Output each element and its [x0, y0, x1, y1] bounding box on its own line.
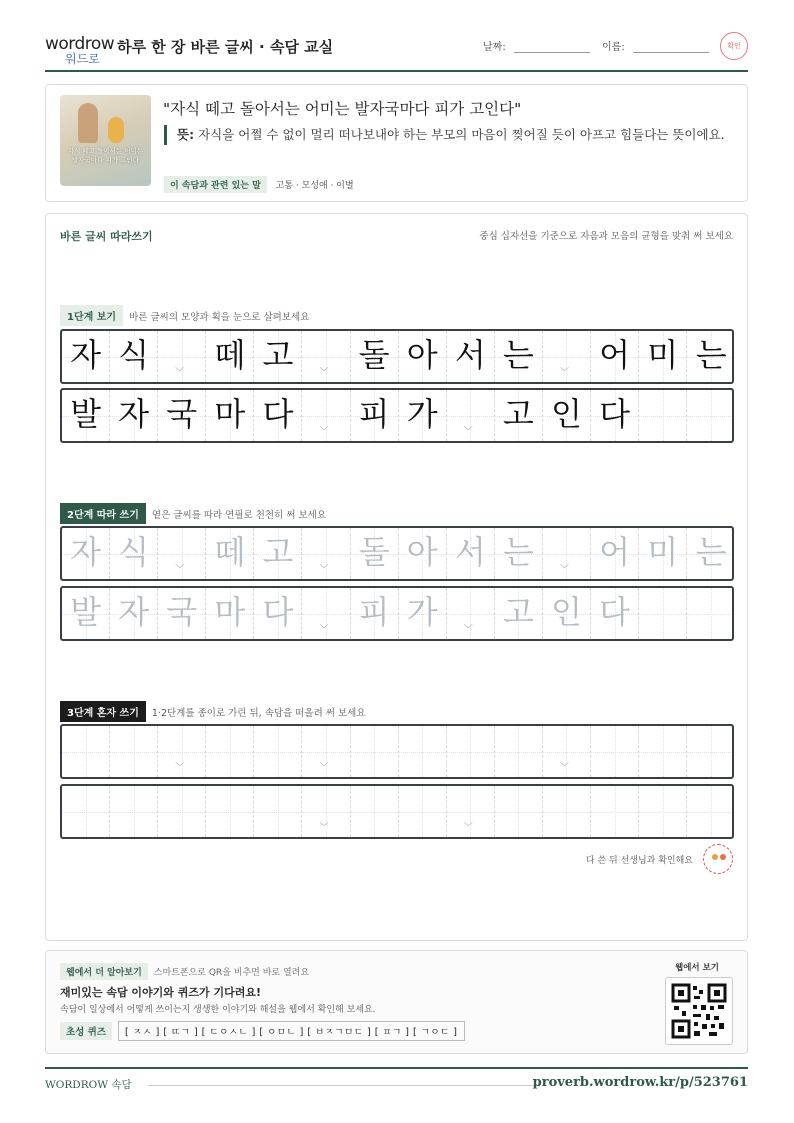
grid-cell — [687, 331, 734, 382]
grid-char: 고 — [502, 395, 534, 433]
grid-char: 는 — [695, 336, 727, 374]
space-mark-icon: ﹀ — [559, 368, 569, 378]
step2-badge: 2단계 따라 쓰기 — [60, 503, 146, 524]
grid-cell[interactable] — [639, 786, 687, 837]
grid-char: 고 — [262, 336, 294, 374]
step3-desc: 1·2단계를 종이로 가린 뒤, 속담을 떠올려 써 보세요 — [151, 708, 366, 719]
teacher-confirm — [586, 844, 733, 874]
grid-char: 떼 — [214, 336, 246, 374]
grid-char: 다 — [262, 593, 294, 631]
space-mark-icon: ﹀ — [319, 625, 329, 635]
grid-cell — [110, 390, 158, 441]
step2-header — [60, 503, 326, 524]
footer-divider — [148, 1085, 540, 1086]
meaning-label: 뜻: — [177, 127, 195, 142]
grid-cell — [62, 390, 110, 441]
grid-cell — [206, 331, 254, 382]
grid-cell[interactable] — [206, 588, 254, 639]
space-mark-icon: ﹀ — [463, 823, 473, 833]
grid-cell[interactable] — [495, 786, 543, 837]
grid-cell — [447, 331, 495, 382]
step1-badge: 1단계 보기 — [60, 305, 123, 326]
grid-cell[interactable] — [254, 786, 302, 837]
grid-char: 자 — [70, 336, 101, 374]
grid-cell — [495, 331, 543, 382]
grid-cell — [399, 331, 447, 382]
step1-desc: 바른 글씨의 모양과 획을 눈으로 살펴보세요 — [129, 312, 310, 323]
grid-cell — [158, 331, 206, 382]
grid-cell — [62, 331, 110, 382]
footer-brand: WORDROW 속담 — [45, 1079, 132, 1091]
grid-cell[interactable] — [495, 726, 543, 777]
step3-header — [60, 701, 366, 722]
step1-header — [60, 305, 309, 326]
space-mark-icon: ﹀ — [463, 625, 473, 635]
grid-cell — [687, 390, 734, 441]
grid-char: 다 — [262, 395, 294, 433]
grid-cell[interactable] — [447, 726, 495, 777]
grid-cell[interactable] — [351, 726, 399, 777]
grid-cell[interactable] — [639, 528, 687, 579]
grid-cell[interactable] — [687, 528, 734, 579]
grid-cell — [495, 390, 543, 441]
step3-row-1[interactable] — [60, 724, 734, 779]
seal-face-icon — [720, 854, 726, 860]
seal-face-icon — [712, 854, 718, 860]
grid-cell — [206, 390, 254, 441]
mother-figure — [78, 103, 98, 143]
quiz-label: 초성 퀴즈 — [60, 1022, 112, 1040]
space-mark-icon: ﹀ — [175, 368, 185, 378]
grid-cell[interactable] — [62, 528, 110, 579]
space-mark-icon: ﹀ — [175, 763, 185, 773]
grid-cell[interactable] — [687, 786, 734, 837]
date-label: 날짜: — [483, 42, 506, 53]
grid-cell[interactable] — [591, 588, 639, 639]
grid-char: 피 — [358, 395, 390, 433]
meaning-text: 자식을 어쩔 수 없이 멀리 떠나보내야 하는 부모의 마음이 찢어질 듯이 아프고 힘들다는 뜻이에요. — [198, 127, 725, 142]
step2-row-2[interactable] — [60, 586, 734, 641]
space-mark-icon: ﹀ — [319, 565, 329, 575]
grid-cell — [543, 390, 591, 441]
grid-char: 다 — [599, 395, 631, 433]
grid-cell[interactable] — [591, 726, 639, 777]
grid-char: 마 — [214, 395, 246, 433]
grid-cell[interactable] — [254, 726, 302, 777]
logo: wordrow — [45, 34, 115, 54]
grid-cell[interactable] — [591, 528, 639, 579]
grid-char: 돌 — [358, 533, 390, 571]
space-mark-icon: ﹀ — [175, 565, 185, 575]
illustration-caption: 자식 떼고 돌아서는 어미는 발자국마다 피가 고인다 — [67, 147, 144, 164]
proverb-illustration — [60, 95, 151, 186]
grid-cell[interactable] — [158, 588, 206, 639]
grid-cell — [302, 390, 350, 441]
grid-cell[interactable] — [302, 726, 350, 777]
grid-cell[interactable] — [687, 726, 734, 777]
practice-title: 바른 글씨 따라쓰기 — [60, 230, 153, 243]
related-words — [164, 176, 354, 193]
grid-cell — [158, 390, 206, 441]
grid-char: 미 — [647, 336, 679, 374]
grid-char: 다 — [599, 593, 631, 631]
page-header — [45, 30, 748, 72]
proverb-title: "자식 떼고 돌아서는 어미는 발자국마다 피가 고인다" — [163, 100, 522, 118]
grid-cell[interactable] — [543, 726, 591, 777]
grid-cell[interactable] — [110, 528, 158, 579]
grid-char: 아 — [406, 336, 438, 374]
proverb-meaning — [164, 125, 734, 145]
confirm-stamp: 확인 — [720, 32, 748, 60]
confirm-text: 다 쓴 뒤 선생님과 확인해요 — [585, 855, 693, 866]
grid-cell[interactable] — [302, 786, 350, 837]
grid-cell — [591, 331, 639, 382]
space-mark-icon: ﹀ — [319, 823, 329, 833]
qr-label: 웹에서 보기 — [674, 963, 719, 973]
web-tag-desc: 스마트폰으로 QR을 비추면 바로 열려요 — [153, 968, 310, 978]
grid-char: 식 — [118, 336, 150, 374]
grid-char: 돌 — [358, 336, 390, 374]
grid-char: 마 — [214, 593, 246, 631]
grid-cell[interactable] — [543, 588, 591, 639]
grid-cell[interactable] — [62, 786, 110, 837]
name-label: 이름: — [602, 42, 625, 53]
space-mark-icon: ﹀ — [319, 763, 329, 773]
grid-cell[interactable] — [399, 726, 447, 777]
proverb-card — [45, 84, 748, 202]
grid-cell[interactable] — [206, 528, 254, 579]
grid-char: 는 — [502, 336, 534, 374]
grid-cell[interactable] — [399, 528, 447, 579]
grid-char: 가 — [406, 395, 438, 433]
grid-char: 서 — [454, 336, 486, 374]
grid-cell[interactable] — [399, 588, 447, 639]
grid-cell[interactable] — [351, 588, 399, 639]
grid-char: 국 — [166, 395, 198, 433]
grid-cell[interactable] — [158, 726, 206, 777]
grid-cell[interactable] — [399, 786, 447, 837]
grid-cell[interactable] — [302, 588, 350, 639]
web-description: 속담이 일상에서 어떻게 쓰이는지 생생한 이야기와 해설을 웹에서 확인해 보세요. — [60, 1005, 376, 1015]
date-field — [483, 38, 590, 53]
grid-cell[interactable] — [206, 786, 254, 837]
grid-cell[interactable] — [62, 726, 110, 777]
grid-char: 발 — [70, 395, 101, 433]
web-headline: 재미있는 속담 이야기와 퀴즈가 기다려요! — [60, 986, 261, 999]
grid-char: 떼 — [214, 533, 246, 571]
child-figure — [108, 117, 124, 143]
grid-cell[interactable] — [447, 528, 495, 579]
grid-cell — [447, 390, 495, 441]
related-list: 고통 · 모성애 · 이별 — [275, 181, 354, 191]
grid-char: 는 — [502, 533, 534, 571]
grid-char: 자 — [70, 533, 101, 571]
grid-cell[interactable] — [62, 588, 110, 639]
practice-hint: 중심 십자선을 기준으로 자음과 모음의 균형을 맞춰 써 보세요 — [479, 231, 733, 242]
page-title: 하루 한 장 바른 글씨 · 속담 교실 — [117, 38, 334, 56]
grid-cell — [399, 390, 447, 441]
grid-cell[interactable] — [206, 726, 254, 777]
page-footer — [45, 1067, 748, 1091]
grid-cell[interactable] — [447, 588, 495, 639]
grid-cell[interactable] — [639, 588, 687, 639]
name-field — [602, 38, 709, 53]
grid-cell[interactable] — [591, 786, 639, 837]
grid-char: 가 — [406, 593, 438, 631]
grid-char: 미 — [647, 533, 679, 571]
name-line — [633, 41, 709, 53]
space-mark-icon: ﹀ — [559, 565, 569, 575]
grid-cell[interactable] — [110, 786, 158, 837]
grid-char: 는 — [695, 533, 727, 571]
grid-cell — [543, 331, 591, 382]
initial-quiz — [60, 1021, 465, 1041]
grid-cell[interactable] — [254, 588, 302, 639]
grid-char: 고 — [502, 593, 534, 631]
quiz-text: [ ㅈㅅ ] [ ㄸㄱ ] [ ㄷㅇㅅㄴ ] [ ㅇㅁㄴ ] [ ㅂㅈㄱㅁㄷ ] [ ㅍㄱ ] [ ㄱㅇㄷ ] — [118, 1021, 465, 1041]
grid-char: 식 — [118, 533, 150, 571]
grid-cell[interactable] — [302, 528, 350, 579]
grid-cell[interactable] — [687, 588, 734, 639]
grid-char: 피 — [358, 593, 390, 631]
grid-cell[interactable] — [495, 588, 543, 639]
footer-url[interactable]: proverb.wordrow.kr/p/523761 — [532, 1075, 748, 1090]
step2-row-1[interactable] — [60, 526, 734, 581]
web-tag-label: 웹에서 더 알아보기 — [60, 963, 148, 980]
step1-row-2 — [60, 388, 734, 443]
web-more-box — [45, 950, 748, 1054]
grid-char: 자 — [118, 593, 150, 631]
grid-cell[interactable] — [351, 528, 399, 579]
grid-cell — [351, 390, 399, 441]
grid-cell[interactable] — [254, 528, 302, 579]
grid-cell[interactable] — [543, 528, 591, 579]
qr-code-graphic — [666, 978, 732, 1044]
step3-row-2[interactable] — [60, 784, 734, 839]
grid-char: 어 — [599, 533, 631, 571]
grid-cell[interactable] — [110, 726, 158, 777]
step1-row-1 — [60, 329, 734, 384]
space-mark-icon: ﹀ — [319, 368, 329, 378]
grid-cell[interactable] — [110, 588, 158, 639]
grid-char: 인 — [551, 593, 582, 631]
grid-char: 발 — [70, 593, 101, 631]
grid-char: 자 — [118, 395, 150, 433]
grid-cell — [639, 390, 687, 441]
grid-char: 인 — [551, 395, 582, 433]
practice-panel — [45, 213, 748, 941]
web-tag — [60, 963, 309, 980]
grid-cell — [351, 331, 399, 382]
grid-char: 고 — [262, 533, 294, 571]
space-mark-icon: ﹀ — [463, 427, 473, 437]
related-label: 이 속담과 관련 있는 말 — [164, 176, 267, 193]
grid-cell — [110, 331, 158, 382]
grid-char: 서 — [454, 533, 486, 571]
grid-cell[interactable] — [543, 786, 591, 837]
grid-char: 어 — [599, 336, 631, 374]
grid-cell — [591, 390, 639, 441]
grid-char: 국 — [166, 593, 198, 631]
grid-cell[interactable] — [639, 726, 687, 777]
date-line — [514, 41, 590, 53]
grid-cell[interactable] — [495, 528, 543, 579]
grid-cell — [254, 331, 302, 382]
space-mark-icon: ﹀ — [319, 427, 329, 437]
teacher-seal-icon — [703, 844, 733, 874]
grid-cell — [639, 331, 687, 382]
logo-subtitle: 워드로 — [65, 52, 100, 66]
space-mark-icon: ﹀ — [559, 763, 569, 773]
step2-desc: 옅은 글씨를 따라 연필로 천천히 써 보세요 — [151, 510, 327, 521]
grid-cell[interactable] — [158, 528, 206, 579]
grid-cell — [254, 390, 302, 441]
qr-code-icon[interactable] — [665, 977, 733, 1045]
grid-cell[interactable] — [447, 786, 495, 837]
grid-char: 아 — [406, 533, 438, 571]
grid-cell[interactable] — [351, 786, 399, 837]
step3-badge: 3단계 혼자 쓰기 — [60, 701, 146, 722]
grid-cell — [302, 331, 350, 382]
grid-cell[interactable] — [158, 786, 206, 837]
